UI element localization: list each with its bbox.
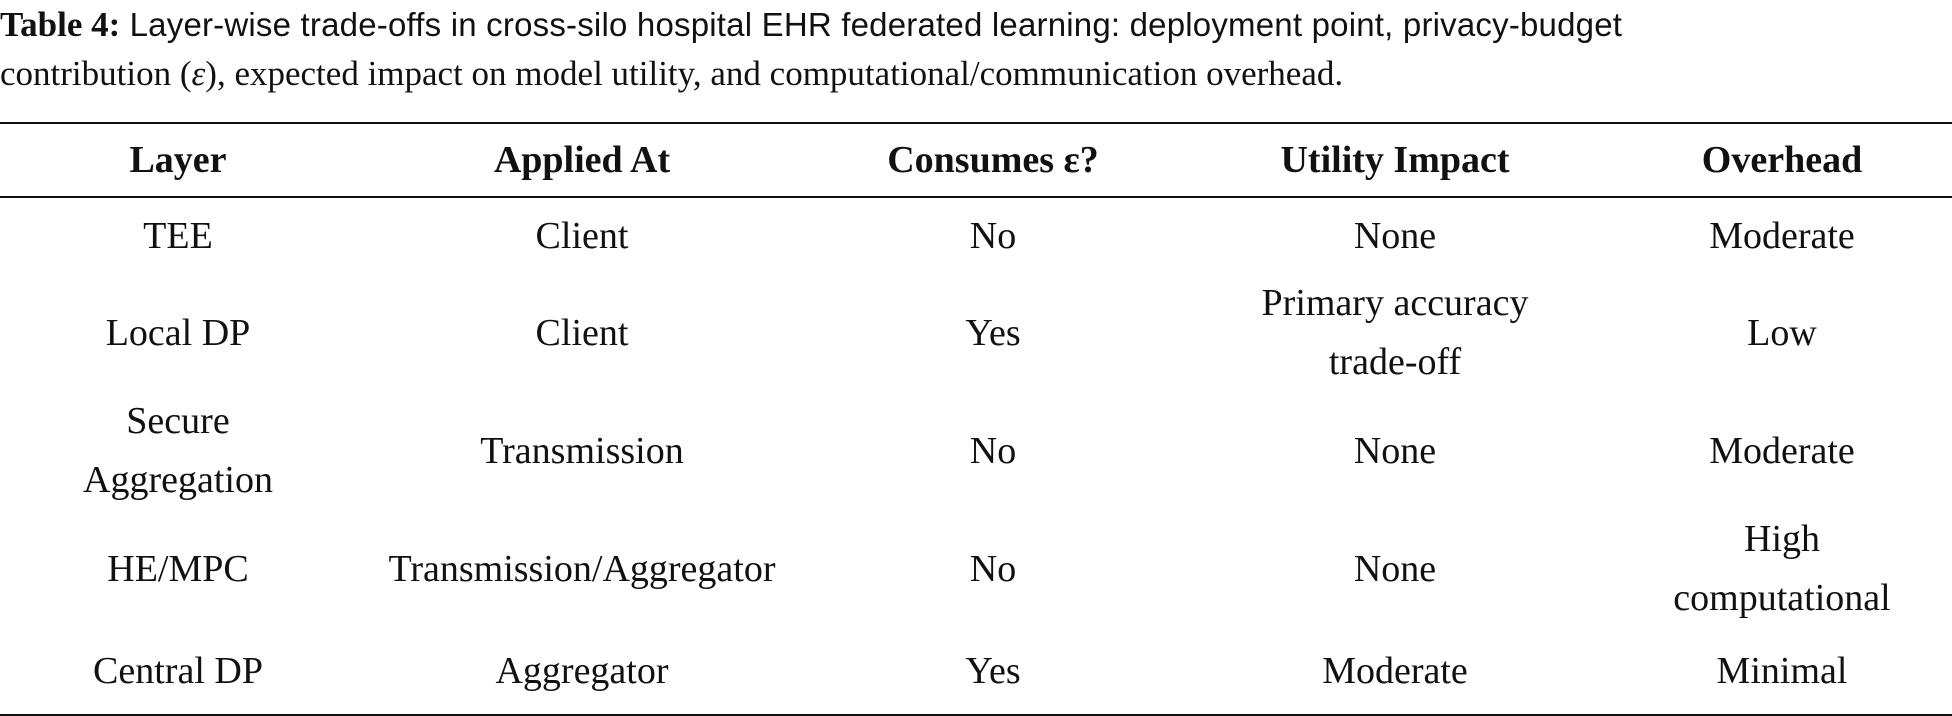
cell-text-line: Moderate bbox=[1709, 214, 1855, 257]
caption-text-line2-start: contribution ( bbox=[0, 54, 192, 93]
cell-text-line: HE/MPC bbox=[107, 547, 249, 590]
cell-overhead bbox=[1612, 392, 1952, 510]
table-header-row bbox=[0, 123, 1952, 197]
cell-text-line: None bbox=[1353, 214, 1437, 257]
caption-text-line2-end: ), expected impact on model utility, and computational/communication overhead. bbox=[205, 54, 1344, 93]
cell-text-line: Low bbox=[1747, 311, 1817, 354]
cell-text-line: Transmission bbox=[480, 429, 684, 472]
cell-utility-impact bbox=[1178, 510, 1612, 628]
cell-overhead bbox=[1612, 274, 1952, 392]
cell-utility-impact bbox=[1178, 392, 1612, 510]
cell-applied-at bbox=[356, 510, 808, 628]
cell-text-line: Aggregator bbox=[495, 649, 669, 692]
cell-text-line: Secure bbox=[126, 400, 230, 442]
cell-utility-impact bbox=[1178, 274, 1612, 392]
header-applied-at: Applied At bbox=[356, 123, 808, 197]
cell-text-line: Primary accuracy bbox=[1261, 282, 1529, 324]
cell-consumes-epsilon bbox=[808, 197, 1178, 274]
caption-epsilon: ε bbox=[191, 54, 206, 93]
cell-consumes-epsilon bbox=[808, 628, 1178, 715]
cell-text-line: Yes bbox=[965, 311, 1021, 354]
cell-text-line: Moderate bbox=[1709, 429, 1855, 472]
header-consumes-epsilon: Consumes ε? bbox=[808, 123, 1178, 197]
cell-text-line: None bbox=[1353, 547, 1437, 590]
cell-applied-at bbox=[356, 197, 808, 274]
table-body bbox=[0, 197, 1952, 715]
cell-text-line: Transmission/Aggregator bbox=[388, 547, 776, 590]
cell-utility-impact bbox=[1178, 628, 1612, 715]
cell-consumes-epsilon bbox=[808, 274, 1178, 392]
cell-text-line: Aggregation bbox=[83, 459, 273, 501]
table-row bbox=[0, 628, 1952, 715]
table-row bbox=[0, 274, 1952, 392]
table-caption bbox=[0, 0, 1952, 98]
cell-overhead bbox=[1612, 510, 1952, 628]
cell-layer bbox=[0, 510, 356, 628]
cell-text-line: No bbox=[969, 547, 1017, 590]
cell-text-line: No bbox=[969, 214, 1017, 257]
cell-text-line: trade-off bbox=[1328, 341, 1462, 383]
cell-layer bbox=[0, 274, 356, 392]
cell-overhead bbox=[1612, 197, 1952, 274]
table-row bbox=[0, 392, 1952, 510]
cell-text-line: Local DP bbox=[105, 311, 251, 354]
header-layer: Layer bbox=[0, 123, 356, 197]
tradeoff-table bbox=[0, 122, 1952, 716]
cell-text-line: Moderate bbox=[1322, 649, 1468, 692]
cell-text-line: High bbox=[1744, 518, 1820, 560]
cell-layer bbox=[0, 392, 356, 510]
cell-applied-at bbox=[356, 392, 808, 510]
cell-text-line: TEE bbox=[143, 214, 213, 257]
cell-layer bbox=[0, 628, 356, 715]
caption-text-line1: Layer-wise trade-offs in cross-silo hospital EHR federated learning: deployment point, privacy-budget bbox=[120, 6, 1623, 43]
cell-text-line: Client bbox=[535, 214, 629, 257]
cell-consumes-epsilon bbox=[808, 392, 1178, 510]
caption-label: Table 4: bbox=[0, 5, 121, 44]
table-row bbox=[0, 197, 1952, 274]
header-overhead: Overhead bbox=[1612, 123, 1952, 197]
cell-consumes-epsilon bbox=[808, 510, 1178, 628]
cell-text-line: Client bbox=[535, 311, 629, 354]
cell-text-line: Yes bbox=[965, 649, 1021, 692]
table-row bbox=[0, 510, 1952, 628]
header-utility-impact: Utility Impact bbox=[1178, 123, 1612, 197]
cell-utility-impact bbox=[1178, 197, 1612, 274]
cell-text-line: No bbox=[969, 429, 1017, 472]
cell-applied-at bbox=[356, 628, 808, 715]
cell-text-line: Central DP bbox=[93, 649, 263, 692]
cell-text-line: None bbox=[1353, 429, 1437, 472]
cell-applied-at bbox=[356, 274, 808, 392]
cell-overhead bbox=[1612, 628, 1952, 715]
cell-text-line: computational bbox=[1673, 577, 1891, 619]
cell-layer bbox=[0, 197, 356, 274]
cell-text-line: Minimal bbox=[1716, 649, 1848, 692]
